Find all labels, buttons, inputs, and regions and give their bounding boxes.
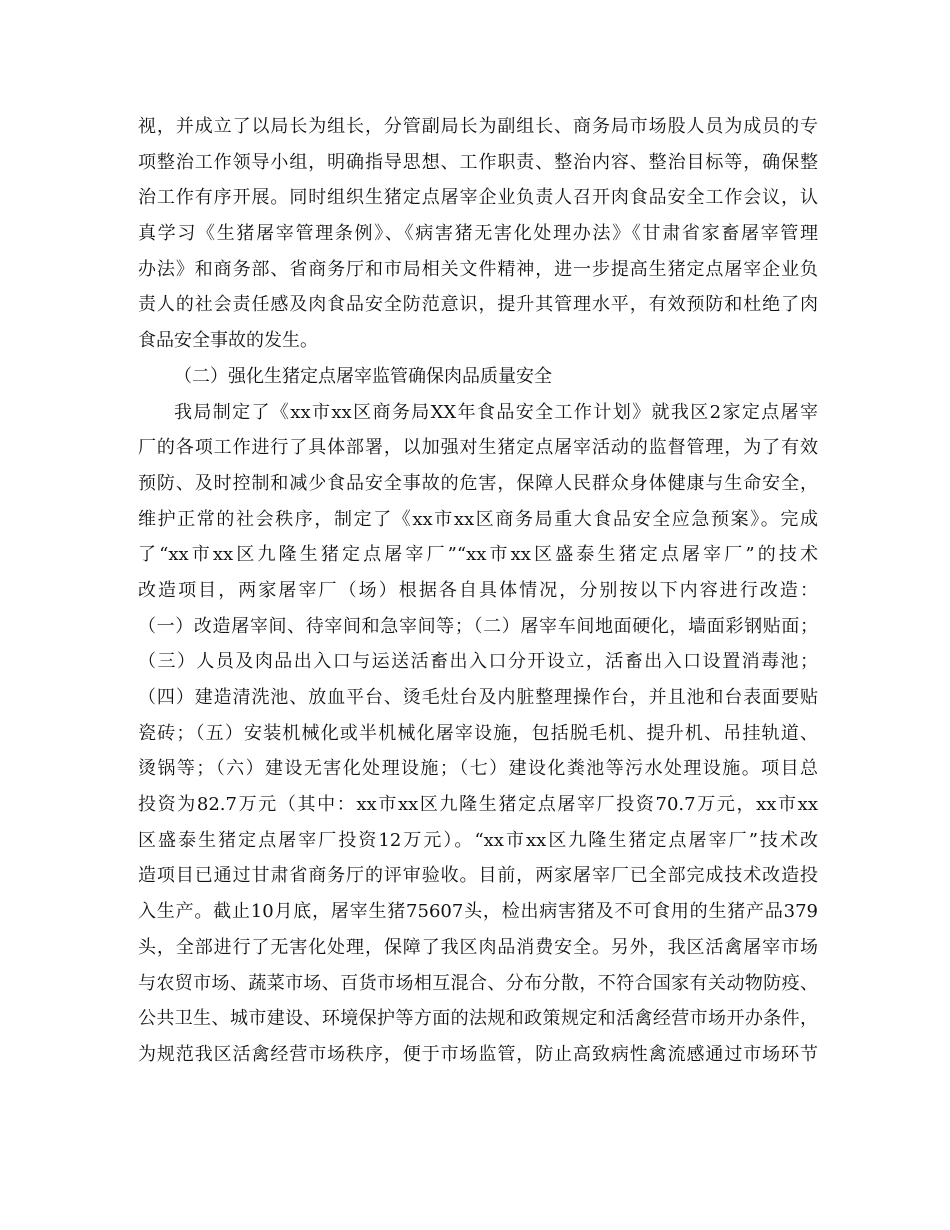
text-line: 区盛泰生猪定点屠宰厂投资12万元）。“xx市xx区九隆生猪定点屠宰厂”技术改 (138, 829, 818, 851)
text-line: 改造项目，两家屠宰厂（场）根据各自具体情况，分别按以下内容进行改造： (138, 579, 818, 601)
text-line: （三）人员及肉品出入口与运送活畜出入口分开设立，活畜出入口设置消毒池； (138, 651, 818, 673)
text-line: （四）建造清洗池、放血平台、烫毛灶台及内脏整理操作台，并且池和台表面要贴 (138, 687, 818, 708)
text-line: 入生产。截止10月底，屠宰生猪75607头，检出病害猪及不可食用的生猪产品379 (138, 901, 818, 923)
text-line: 责人的社会责任感及肉食品安全防范意识，提升其管理水平，有效预防和杜绝了肉 (138, 294, 818, 316)
document-body (138, 109, 818, 1073)
text-line: 为规范我区活禽经营市场秩序，便于市场监管，防止高致病性禽流感通过市场环节 (138, 1043, 818, 1065)
text-line: 厂的各项工作进行了具体部署，以加强对生猪定点屠宰活动的监督管理，为了有效 (138, 437, 818, 459)
text-line: 头，全部进行了无害化处理，保障了我区肉品消费安全。另外，我区活禽屠宰市场 (138, 936, 818, 958)
text-line: 预防、及时控制和减少食品安全事故的危害，保障人民群众身体健康与生命安全， (138, 472, 818, 494)
text-line: 造项目已通过甘肃省商务厅的评审验收。目前，两家屠宰厂已全部完成技术改造投 (138, 865, 818, 887)
text-line: 视，并成立了以局长为组长，分管副局长为副组长、商务局市场股人员为成员的专 (138, 116, 818, 137)
text-line: 办法》和商务部、省商务厅和市局相关文件精神，进一步提高生猪定点屠宰企业负 (138, 258, 818, 280)
text-line: 公共卫生、城市建设、环境保护等方面的法规和政策规定和活禽经营市场开办条件， (138, 1008, 818, 1030)
text-line: 食品安全事故的发生。 (138, 330, 318, 352)
text-line: 维护正常的社会秩序，制定了《xx市xx区商务局重大食品安全应急预案》。完成 (138, 508, 818, 530)
text-line: 了“xx市xx区九隆生猪定点屠宰厂”“xx市xx区盛泰生猪定点屠宰厂”的技术 (138, 544, 818, 566)
text-line: 真学习《生猪屠宰管理条例》、《病害猪无害化处理办法》《甘肃省家畜屠宰管理 (138, 223, 818, 245)
text-line: 烫锅等；（六）建设无害化处理设施；（七）建设化粪池等污水处理设施。项目总 (138, 758, 818, 780)
text-line: （一）改造屠宰间、待宰间和急宰间等；（二）屠宰车间地面硬化，墙面彩钢贴面； (138, 615, 818, 637)
text-line: 瓷砖；（五）安装机械化或半机械化屠宰设施，包括脱毛机、提升机、吊挂轨道、 (138, 722, 818, 744)
text-line: 我局制定了《xx市xx区商务局XX年食品安全工作计划》就我区2家定点屠宰 (174, 401, 818, 423)
text-line: （二）强化生猪定点屠宰监管确保肉品质量安全 (174, 365, 552, 387)
text-line: 投资为82.7万元（其中：xx市xx区九隆生猪定点屠宰厂投资70.7万元，xx市xx (138, 794, 818, 816)
text-line: 项整治工作领导小组，明确指导思想、工作职责、整治内容、整治目标等，确保整 (138, 151, 818, 173)
text-line: 与农贸市场、蔬菜市场、百货市场相互混合、分布分散，不符合国家有关动物防疫、 (138, 972, 818, 994)
text-line: 治工作有序开展。同时组织生猪定点屠宰企业负责人召开肉食品安全工作会议，认 (138, 187, 818, 209)
